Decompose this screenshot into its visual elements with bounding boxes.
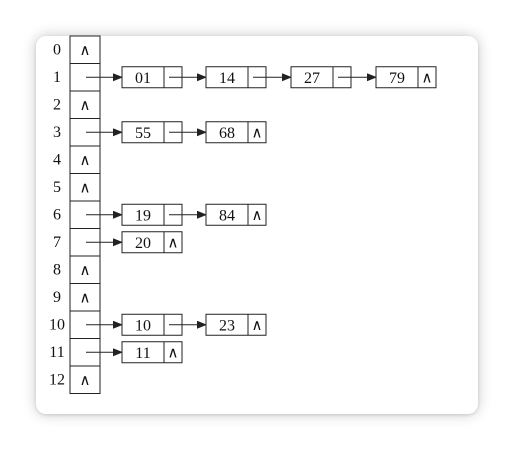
bucket-null-symbol: ∧ (79, 42, 91, 59)
bucket-index-label: 2 (53, 96, 61, 114)
bucket-index-label: 3 (53, 123, 61, 141)
bucket-index-label: 9 (53, 288, 61, 306)
chain-null-symbol: ∧ (251, 125, 263, 142)
bucket-index-label: 0 (53, 41, 61, 59)
chain-null-symbol: ∧ (167, 235, 179, 252)
chain-null-symbol: ∧ (421, 70, 433, 87)
chain-node-key: 79 (389, 69, 405, 87)
chain-node-key: 23 (219, 317, 235, 335)
chain-node-key: 19 (135, 207, 151, 225)
chain-node-key: 11 (135, 344, 151, 362)
chain-node-key: 27 (304, 69, 320, 87)
bucket-null-symbol: ∧ (79, 290, 91, 307)
chain-node-key: 10 (135, 317, 151, 335)
bucket-index-label: 7 (53, 233, 61, 251)
chain-node-key: 14 (219, 69, 235, 87)
bucket-index-label: 12 (49, 371, 65, 389)
bucket-index-label: 1 (53, 68, 61, 86)
bucket-index-label: 8 (53, 261, 61, 279)
chain-node-key: 84 (219, 207, 235, 225)
bucket-index-label: 5 (53, 178, 61, 196)
bucket-index-label: 6 (53, 206, 61, 224)
chain-null-symbol: ∧ (251, 317, 263, 334)
chain-null-symbol: ∧ (251, 207, 263, 224)
chain-node-key: 01 (135, 69, 151, 87)
bucket-index-label: 10 (49, 316, 65, 334)
bucket-null-symbol: ∧ (79, 262, 91, 279)
bucket-null-symbol: ∧ (79, 152, 91, 169)
bucket-null-symbol: ∧ (79, 97, 91, 114)
chain-null-symbol: ∧ (167, 345, 179, 362)
chain-node-key: 68 (219, 124, 235, 142)
bucket-null-symbol: ∧ (79, 372, 91, 389)
bucket-null-symbol: ∧ (79, 180, 91, 197)
bucket-index-label: 11 (49, 343, 65, 361)
chain-node-key: 55 (135, 124, 151, 142)
bucket-index-label: 4 (53, 151, 61, 169)
chain-node-key: 20 (135, 234, 151, 252)
